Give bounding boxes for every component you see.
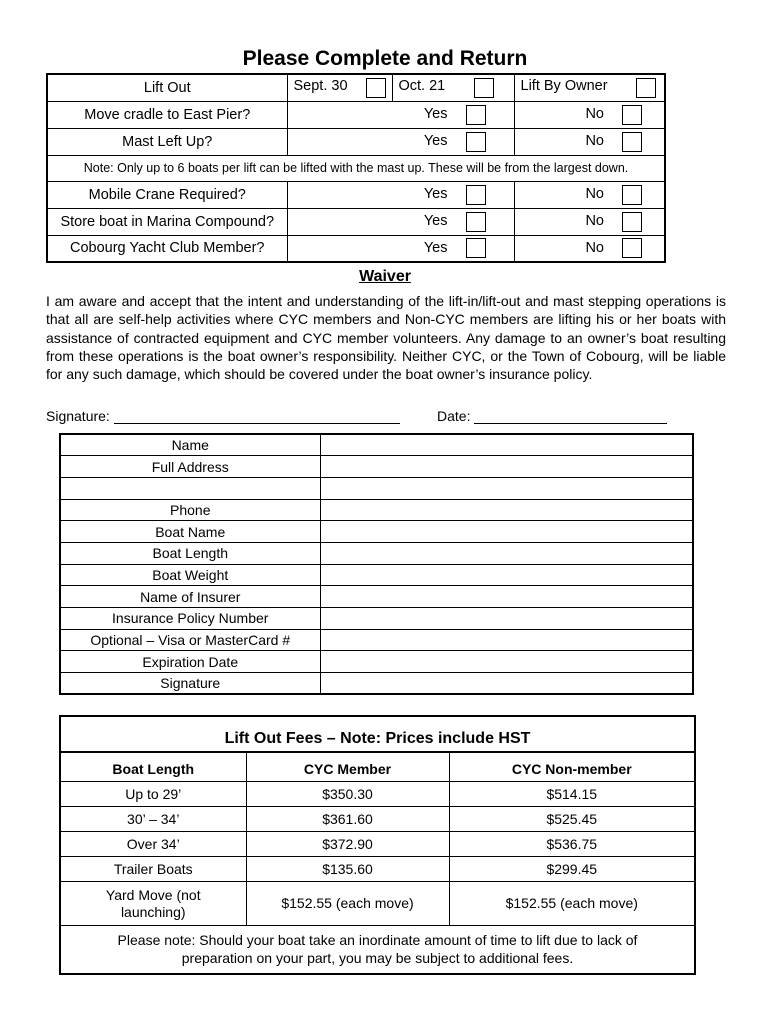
fee-row [61,807,694,832]
fee-non-member: $536.75 [449,832,694,857]
info-row [60,673,693,695]
no-cell [514,128,665,155]
no-label: No [585,213,604,230]
info-row [60,629,693,651]
no-cell [514,208,665,235]
fee-length: Up to 29’ [61,782,246,807]
header-cyc-member: CYC Member [246,753,449,782]
fee-member: $152.55 (each move) [246,882,449,926]
info-value-field[interactable] [320,477,693,499]
no-label: No [585,106,604,123]
info-label: Boat Weight [60,564,320,586]
info-label: Expiration Date [60,651,320,673]
fee-non-member: $299.45 [449,857,694,882]
yes-cell [287,101,514,128]
info-value-field[interactable] [320,586,693,608]
oct-option [392,74,514,101]
question-row [47,235,665,262]
yes-cell [287,181,514,208]
fees-table [59,715,696,975]
fees-grid [61,752,694,926]
question-label: Cobourg Yacht Club Member? [47,235,287,262]
yes-label: Yes [423,106,448,123]
fee-member: $135.60 [246,857,449,882]
info-label: Optional – Visa or MasterCard # [60,629,320,651]
info-label: Boat Name [60,521,320,543]
yes-cell [287,128,514,155]
question-row [47,208,665,235]
info-value-field[interactable] [320,456,693,478]
info-label: Name [60,434,320,456]
no-cell [514,181,665,208]
yes-label: Yes [423,240,448,257]
yes-checkbox[interactable] [466,185,486,205]
no-label: No [585,133,604,150]
fees-header-row [61,753,694,782]
date-label: Date: [437,408,471,424]
info-value-field[interactable] [320,434,693,456]
oct-checkbox[interactable] [474,78,494,98]
info-value-field[interactable] [320,673,693,695]
fee-member: $361.60 [246,807,449,832]
info-value-field[interactable] [320,499,693,521]
fee-row [61,857,694,882]
info-row [60,608,693,630]
no-checkbox[interactable] [622,238,642,258]
info-value-field[interactable] [320,521,693,543]
page-title: Please Complete and Return [242,47,528,70]
sept-checkbox[interactable] [366,78,386,98]
yes-checkbox[interactable] [466,105,486,125]
info-label: Full Address [60,456,320,478]
no-checkbox[interactable] [622,212,642,232]
oct-label: Oct. 21 [398,77,446,94]
yard-move-row [61,882,694,926]
lift-out-label: Lift Out [47,74,287,101]
info-row [60,586,693,608]
note-row [47,155,665,181]
no-cell [514,235,665,262]
info-label [60,477,320,499]
info-label: Insurance Policy Number [60,608,320,630]
info-row [60,499,693,521]
info-label: Name of Insurer [60,586,320,608]
info-label: Signature [60,673,320,695]
signature-field[interactable] [114,410,400,424]
info-row [60,564,693,586]
no-checkbox[interactable] [622,132,642,152]
yes-cell [287,208,514,235]
fee-row [61,832,694,857]
yes-checkbox[interactable] [466,212,486,232]
question-row [47,181,665,208]
owner-info-table [59,433,694,695]
fee-member: $350.30 [246,782,449,807]
question-label: Move cradle to East Pier? [47,101,287,128]
waiver-title: Waiver [359,268,411,285]
signature-label: Signature: [46,408,110,424]
info-row [60,651,693,673]
sept-option [287,74,392,101]
date-field[interactable] [474,410,667,424]
fee-member: $372.90 [246,832,449,857]
no-cell [514,101,665,128]
yes-label: Yes [423,133,448,150]
info-row [60,521,693,543]
fee-non-member: $514.15 [449,782,694,807]
lift-by-owner-option [514,74,665,101]
yes-label: Yes [423,186,448,203]
waiver-text: I am aware and accept that the intent and understanding of the lift-in/lift-out and mast stepping operations is that all are self-help activities where CYC members and Non-CYC members are lifting his or her boats with assistance of contracted equipment and CYC member volunteers. Any damage to an owner’s boat resulting from these operations is the boat owner’s responsibility. Neither CYC, or the Town of Cobourg, will be liable for any such damage, which should be covered under the boat owner’s insurance policy. [46,293,726,383]
question-label: Store boat in Marina Compound? [47,208,287,235]
header-boat-length: Boat Length [61,753,246,782]
fees-note: Please note: Should your boat take an inordinate amount of time to lift due to lack of preparation on your part, you may be subject to additional fees. [117,932,638,966]
lift-out-row [47,74,665,101]
info-value-field[interactable] [320,542,693,564]
info-row [60,542,693,564]
question-row [47,128,665,155]
no-checkbox[interactable] [622,185,642,205]
lift-options-table [46,73,666,263]
info-label: Boat Length [60,542,320,564]
info-row [60,434,693,456]
lift-by-owner-label: Lift By Owner [520,77,608,94]
info-value-field[interactable] [320,629,693,651]
fee-row [61,782,694,807]
fee-non-member: $152.55 (each move) [449,882,694,926]
question-label: Mast Left Up? [47,128,287,155]
info-row [60,477,693,499]
fee-non-member: $525.45 [449,807,694,832]
info-value-field[interactable] [320,651,693,673]
signature-line [46,408,400,424]
header-cyc-non-member: CYC Non-member [449,753,694,782]
lift-by-owner-checkbox[interactable] [636,78,656,98]
yes-label: Yes [423,213,448,230]
no-checkbox[interactable] [622,105,642,125]
fee-length: Trailer Boats [61,857,246,882]
fee-length: Yard Move (not launching) [61,882,246,926]
question-row [47,101,665,128]
date-line [437,408,667,424]
yes-cell [287,235,514,262]
info-row [60,456,693,478]
no-label: No [585,186,604,203]
info-label: Phone [60,499,320,521]
no-label: No [585,240,604,257]
info-value-field[interactable] [320,608,693,630]
fee-length: Over 34’ [61,832,246,857]
fees-title: Lift Out Fees – Note: Prices include HST [61,717,694,752]
yes-checkbox[interactable] [466,238,486,258]
sept-label: Sept. 30 [293,77,348,94]
fee-length: 30’ – 34’ [61,807,246,832]
yes-checkbox[interactable] [466,132,486,152]
question-label: Mobile Crane Required? [47,181,287,208]
mast-note: Note: Only up to 6 boats per lift can be lifted with the mast up. These will be from the largest down. [47,155,665,181]
info-value-field[interactable] [320,564,693,586]
